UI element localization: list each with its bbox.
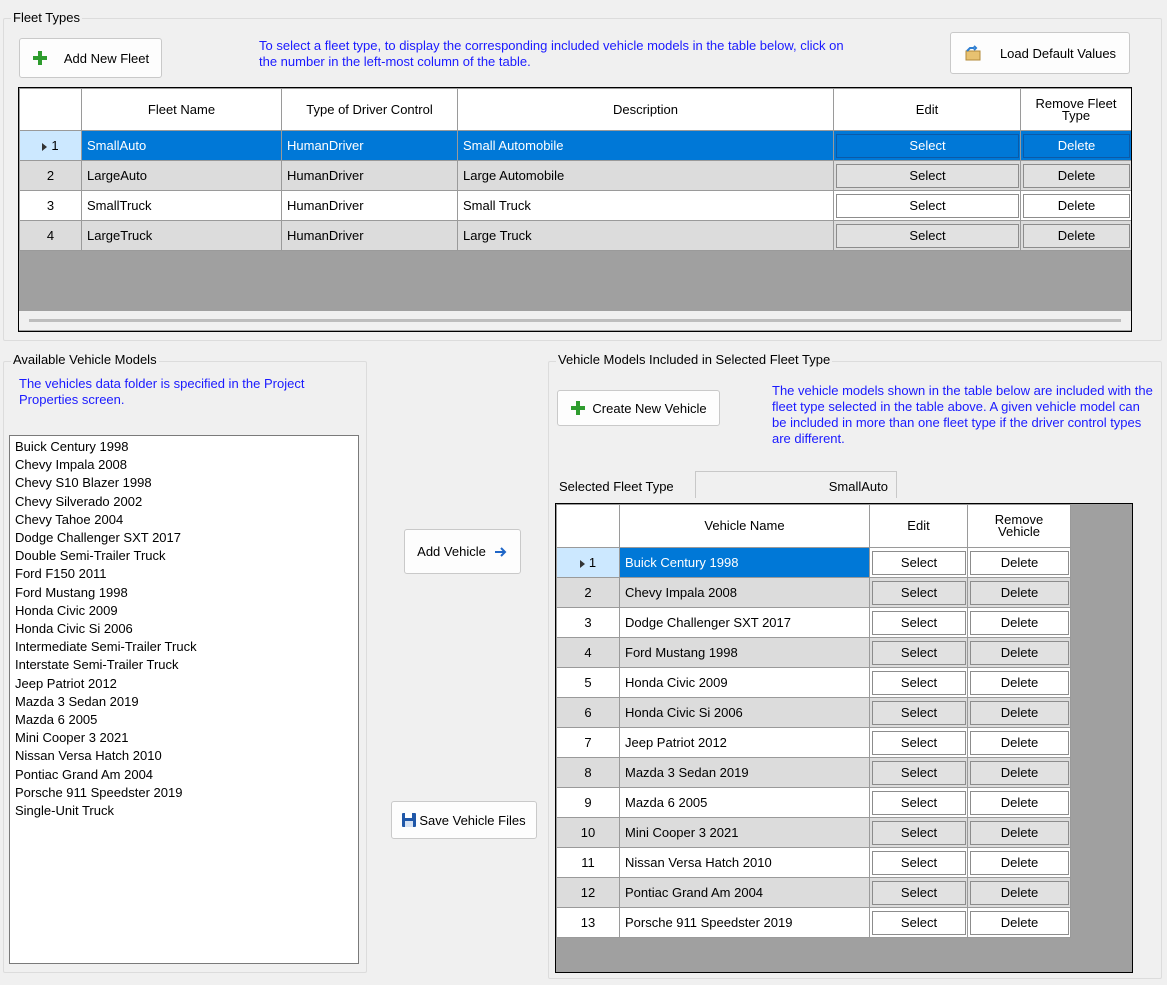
- vehicle-name-cell[interactable]: Dodge Challenger SXT 2017: [620, 608, 870, 638]
- vehicle-row-number[interactable]: [557, 578, 620, 608]
- column-header-remove-fleet-type[interactable]: Remove Fleet Type: [1021, 89, 1132, 131]
- plus-icon: [32, 50, 48, 66]
- fleet-row-number-text: 1: [51, 138, 59, 153]
- fleet-row[interactable]: [20, 221, 1132, 251]
- vehicle-row-number-text: 8: [584, 765, 592, 780]
- save-vehicle-files-button[interactable]: [391, 801, 537, 839]
- delete-button[interactable]: Delete: [970, 611, 1069, 635]
- select-button[interactable]: Select: [872, 881, 966, 905]
- column-header-driver-control[interactable]: Type of Driver Control: [282, 89, 458, 131]
- delete-button[interactable]: Delete: [970, 551, 1069, 575]
- edit-cell: [834, 221, 1021, 251]
- vehicle-row-number-text: 9: [584, 795, 592, 810]
- vehicle-name-cell[interactable]: Mazda 3 Sedan 2019: [620, 758, 870, 788]
- plus-icon: [570, 400, 586, 416]
- edit-cell: [870, 608, 968, 638]
- fleet-row[interactable]: [20, 161, 1132, 191]
- delete-button[interactable]: Delete: [970, 671, 1069, 695]
- fleet-types-grid: [18, 87, 1132, 332]
- driver-control-cell[interactable]: HumanDriver: [282, 161, 458, 191]
- select-button[interactable]: Select: [872, 581, 966, 605]
- vehicle-name-cell[interactable]: Ford Mustang 1998: [620, 638, 870, 668]
- remove-cell: [968, 878, 1071, 908]
- remove-cell: [968, 668, 1071, 698]
- add-new-fleet-label: Add New Fleet: [63, 50, 150, 66]
- vehicle-row-number[interactable]: [557, 878, 620, 908]
- vehicle-row-number[interactable]: [557, 698, 620, 728]
- fleet-row[interactable]: [20, 191, 1132, 221]
- vehicle-row-number[interactable]: [557, 668, 620, 698]
- remove-cell: [968, 728, 1071, 758]
- edit-cell: [870, 758, 968, 788]
- vehicle-row-number-text: 10: [580, 825, 596, 840]
- available-vehicle-item[interactable]: Buick Century 1998: [15, 439, 129, 454]
- delete-button[interactable]: Delete: [970, 641, 1069, 665]
- fleet-name-cell[interactable]: LargeAuto: [82, 161, 282, 191]
- description-cell[interactable]: Small Truck: [458, 191, 834, 221]
- fleet-info-text: To select a fleet type, to display the corresponding included vehicle models in the table below, click on the number in the left-most column of the table.: [259, 38, 844, 69]
- vehicle-name-cell[interactable]: Mini Cooper 3 2021: [620, 818, 870, 848]
- select-button[interactable]: Select: [872, 851, 966, 875]
- available-vehicle-item[interactable]: Chevy Impala 2008: [15, 457, 128, 473]
- vehicle-row-number[interactable]: [557, 818, 620, 848]
- fleet-row-number-text: 2: [46, 168, 55, 183]
- select-button[interactable]: Select: [872, 611, 966, 635]
- select-button[interactable]: Select: [872, 701, 966, 725]
- select-button[interactable]: Select: [872, 821, 966, 845]
- available-vehicle-item[interactable]: Mini Cooper 3 2021: [15, 730, 129, 746]
- fleet-name-cell[interactable]: SmallAuto: [82, 131, 282, 161]
- vehicle-row-number-text: 12: [580, 885, 596, 900]
- edit-cell: [870, 788, 968, 818]
- delete-button[interactable]: Delete: [970, 581, 1069, 605]
- available-vehicle-item[interactable]: Porsche 911 Speedster 2019: [15, 784, 183, 800]
- included-vehicle-row[interactable]: [557, 638, 1071, 668]
- select-button[interactable]: Select: [872, 551, 966, 575]
- remove-cell: [968, 818, 1071, 848]
- delete-button[interactable]: Delete: [970, 761, 1069, 785]
- edit-cell: [834, 131, 1021, 161]
- vehicle-row-number-text: 13: [580, 915, 596, 930]
- available-vehicle-item[interactable]: Interstate Semi-Trailer Truck: [15, 657, 179, 673]
- edit-cell: [870, 668, 968, 698]
- available-vehicle-item[interactable]: Single-Unit Truck: [15, 803, 114, 819]
- vehicle-name-cell[interactable]: Honda Civic Si 2006: [620, 698, 870, 728]
- delete-button[interactable]: Delete: [970, 851, 1069, 875]
- edit-cell: [834, 191, 1021, 221]
- vehicle-row-number[interactable]: [557, 608, 620, 638]
- load-folder-icon: [964, 44, 982, 62]
- description-cell[interactable]: Large Truck: [458, 221, 834, 251]
- edit-cell: [870, 848, 968, 878]
- included-vehicle-row[interactable]: [557, 758, 1071, 788]
- fleet-name-cell[interactable]: LargeTruck: [82, 221, 282, 251]
- hscroll-thumb[interactable]: [29, 319, 1121, 322]
- remove-cell: [968, 758, 1071, 788]
- add-new-fleet-button[interactable]: [19, 38, 162, 78]
- available-vehicle-item[interactable]: Chevy S10 Blazer 1998: [15, 475, 152, 491]
- edit-cell: [870, 818, 968, 848]
- included-vehicle-row[interactable]: [557, 608, 1071, 638]
- fleet-row-number-text: 3: [46, 198, 55, 213]
- vehicle-name-cell[interactable]: Chevy Impala 2008: [620, 578, 870, 608]
- edit-cell: [870, 578, 968, 608]
- driver-control-cell[interactable]: HumanDriver: [282, 191, 458, 221]
- remove-cell: [968, 638, 1071, 668]
- remove-cell: [968, 848, 1071, 878]
- save-vehicle-files-label: Save Vehicle Files: [419, 812, 526, 828]
- select-button[interactable]: Select: [836, 194, 1019, 218]
- included-vehicle-row[interactable]: [557, 548, 1071, 578]
- available-vehicle-item[interactable]: Honda Civic Si 2006: [15, 621, 133, 637]
- create-new-vehicle-button[interactable]: [557, 390, 720, 426]
- available-vehicle-item[interactable]: Chevy Silverado 2002: [15, 493, 143, 509]
- edit-cell: [870, 878, 968, 908]
- vehicle-row-number-text: 2: [584, 585, 592, 600]
- vehicle-name-cell[interactable]: Jeep Patriot 2012: [620, 728, 870, 758]
- delete-button[interactable]: Delete: [1023, 134, 1130, 158]
- vehicle-row-number[interactable]: [557, 788, 620, 818]
- edit-cell: [870, 698, 968, 728]
- save-disk-icon: [402, 813, 416, 827]
- selected-fleet-type-label: Selected Fleet Type: [559, 479, 674, 494]
- current-row-arrow-icon: [42, 143, 47, 151]
- driver-control-cell[interactable]: HumanDriver: [282, 221, 458, 251]
- edit-cell: [870, 638, 968, 668]
- fleet-row[interactable]: [20, 131, 1132, 161]
- vehicle-name-cell[interactable]: Nissan Versa Hatch 2010: [620, 848, 870, 878]
- delete-button[interactable]: Delete: [970, 701, 1069, 725]
- fleet-header-corner: [20, 89, 82, 131]
- remove-cell: [968, 908, 1071, 938]
- vehicle-row-number-text: 7: [584, 735, 592, 750]
- select-button[interactable]: Select: [836, 224, 1019, 248]
- driver-control-cell[interactable]: HumanDriver: [282, 131, 458, 161]
- arrow-right-icon: [494, 546, 508, 558]
- current-row-arrow-icon: [580, 560, 585, 568]
- add-vehicle-button[interactable]: [404, 529, 521, 574]
- delete-button[interactable]: Delete: [970, 821, 1069, 845]
- included-vehicle-row[interactable]: [557, 878, 1071, 908]
- included-header-corner: [557, 505, 620, 548]
- vehicle-row-number-text: 6: [584, 705, 592, 720]
- fleet-row-number[interactable]: [20, 161, 82, 191]
- available-vehicle-item[interactable]: Intermediate Semi-Trailer Truck: [15, 639, 197, 655]
- remove-cell: [968, 788, 1071, 818]
- included-vehicle-row[interactable]: [557, 698, 1071, 728]
- edit-cell: [870, 728, 968, 758]
- remove-cell: [968, 698, 1071, 728]
- available-vehicle-item[interactable]: Nissan Versa Hatch 2010: [15, 748, 162, 764]
- included-info-text: The vehicle models shown in the table below are included with the fleet type selected in the table above. A given vehicle model can be included in more than one fleet type if the driver control types are different.: [772, 383, 1153, 446]
- vehicle-row-number[interactable]: [557, 548, 620, 578]
- delete-button[interactable]: Delete: [970, 731, 1069, 755]
- edit-cell: [834, 161, 1021, 191]
- vehicle-row-number-text: 5: [584, 675, 592, 690]
- select-button[interactable]: Select: [872, 911, 966, 935]
- available-vehicle-item[interactable]: Mazda 6 2005: [15, 712, 98, 728]
- included-vehicle-row[interactable]: [557, 788, 1071, 818]
- vehicle-name-cell[interactable]: Honda Civic 2009: [620, 668, 870, 698]
- edit-cell: [870, 548, 968, 578]
- column-header-description[interactable]: Description: [458, 89, 834, 131]
- included-vehicle-row[interactable]: [557, 668, 1071, 698]
- description-cell[interactable]: Large Automobile: [458, 161, 834, 191]
- select-button[interactable]: Select: [872, 671, 966, 695]
- fleet-grid-hscrollbar[interactable]: [19, 311, 1131, 330]
- vehicle-row-number[interactable]: [557, 728, 620, 758]
- select-button[interactable]: Select: [872, 791, 966, 815]
- vehicle-row-number[interactable]: [557, 908, 620, 938]
- remove-cell: [1021, 161, 1132, 191]
- fleet-row-number-text: 4: [46, 228, 55, 243]
- select-button[interactable]: Select: [872, 731, 966, 755]
- delete-button[interactable]: Delete: [970, 791, 1069, 815]
- remove-cell: [968, 548, 1071, 578]
- available-vehicle-item[interactable]: Honda Civic 2009: [15, 602, 118, 618]
- fleet-row-number[interactable]: [20, 221, 82, 251]
- included-vehicle-row[interactable]: [557, 848, 1071, 878]
- delete-button[interactable]: Delete: [970, 881, 1069, 905]
- available-vehicle-item[interactable]: Double Semi-Trailer Truck: [15, 548, 166, 564]
- delete-button[interactable]: Delete: [1023, 224, 1130, 248]
- remove-cell: [1021, 131, 1132, 161]
- vehicle-row-number-text: 1: [588, 555, 597, 570]
- remove-cell: [1021, 191, 1132, 221]
- column-header-fleet-name[interactable]: Fleet Name: [82, 89, 282, 131]
- create-new-vehicle-label: Create New Vehicle: [592, 400, 707, 416]
- available-vehicle-item[interactable]: Jeep Patriot 2012: [15, 675, 117, 691]
- included-vehicles-grid: [555, 503, 1133, 973]
- load-default-values-label: Load Default Values: [999, 45, 1117, 61]
- edit-cell: [870, 908, 968, 938]
- remove-cell: [1021, 221, 1132, 251]
- vehicle-row-number-text: 4: [584, 645, 592, 660]
- vehicle-row-number[interactable]: [557, 758, 620, 788]
- vehicle-name-cell[interactable]: Buick Century 1998: [620, 548, 870, 578]
- available-vehicle-item[interactable]: Ford Mustang 1998: [15, 584, 128, 600]
- select-button[interactable]: Select: [836, 164, 1019, 188]
- delete-button[interactable]: Delete: [1023, 164, 1130, 188]
- included-models-legend: Vehicle Models Included in Selected Fleet Type: [558, 352, 831, 367]
- vehicle-row-number[interactable]: [557, 638, 620, 668]
- included-vehicle-row[interactable]: [557, 908, 1071, 938]
- available-vehicle-item[interactable]: Ford F150 2011: [15, 566, 107, 582]
- available-models-legend: Available Vehicle Models: [13, 352, 157, 367]
- load-default-values-button[interactable]: [950, 32, 1130, 74]
- vehicle-row-number-text: 11: [581, 855, 595, 870]
- included-vehicle-row[interactable]: [557, 818, 1071, 848]
- available-vehicle-item[interactable]: Pontiac Grand Am 2004: [15, 766, 154, 782]
- column-header-edit[interactable]: Edit: [834, 89, 1021, 131]
- available-vehicle-item[interactable]: Chevy Tahoe 2004: [15, 511, 124, 527]
- vehicle-name-cell[interactable]: Mazda 6 2005: [620, 788, 870, 818]
- available-vehicle-item[interactable]: Mazda 3 Sedan 2019: [15, 693, 139, 709]
- selected-fleet-type-value: SmallAuto: [828, 479, 888, 494]
- remove-cell: [968, 578, 1071, 608]
- column-header-vehicle-name[interactable]: Vehicle Name: [620, 505, 870, 548]
- vehicle-row-number-text: 3: [584, 615, 592, 630]
- selected-fleet-type-field: [695, 471, 897, 498]
- fleet-name-cell[interactable]: SmallTruck: [82, 191, 282, 221]
- description-cell[interactable]: Small Automobile: [458, 131, 834, 161]
- column-header-edit[interactable]: Edit: [870, 505, 968, 548]
- select-button[interactable]: Select: [872, 641, 966, 665]
- fleet-row-number[interactable]: [20, 191, 82, 221]
- vehicle-name-cell[interactable]: Pontiac Grand Am 2004: [620, 878, 870, 908]
- column-header-remove-vehicle[interactable]: Remove Vehicle: [968, 505, 1071, 548]
- select-button[interactable]: Select: [836, 134, 1019, 158]
- select-button[interactable]: Select: [872, 761, 966, 785]
- included-vehicle-row[interactable]: [557, 728, 1071, 758]
- available-vehicles-listbox[interactable]: [9, 435, 359, 964]
- available-info-text: The vehicles data folder is specified in the Project Properties screen.: [19, 376, 305, 407]
- delete-button[interactable]: Delete: [970, 911, 1069, 935]
- fleet-row-number[interactable]: [20, 131, 82, 161]
- vehicle-name-cell[interactable]: Porsche 911 Speedster 2019: [620, 908, 870, 938]
- vehicle-row-number[interactable]: [557, 848, 620, 878]
- fleet-types-legend: Fleet Types: [13, 10, 80, 25]
- available-vehicle-item[interactable]: Dodge Challenger SXT 2017: [15, 530, 181, 546]
- remove-cell: [968, 608, 1071, 638]
- delete-button[interactable]: Delete: [1023, 194, 1130, 218]
- included-vehicle-row[interactable]: [557, 578, 1071, 608]
- add-vehicle-label: Add Vehicle: [417, 544, 486, 559]
